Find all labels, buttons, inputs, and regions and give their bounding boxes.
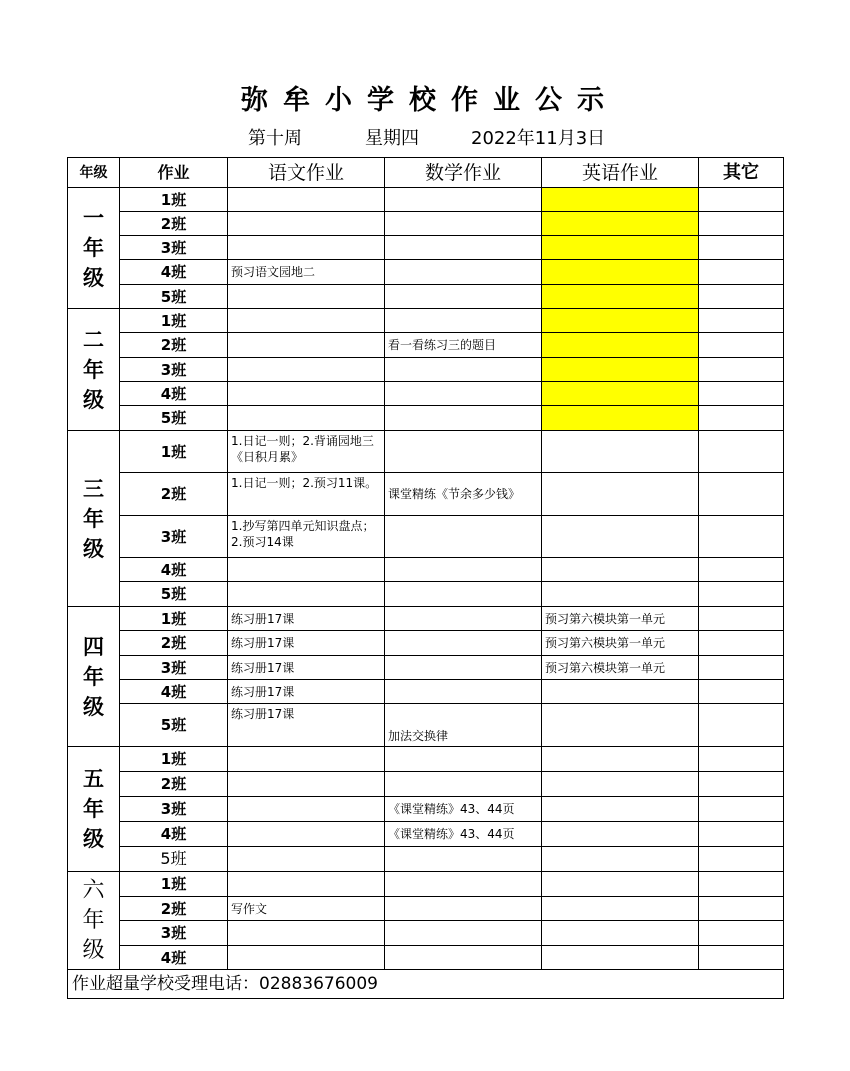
chinese-cell — [228, 847, 385, 872]
math-cell — [385, 285, 542, 309]
english-cell — [542, 309, 699, 333]
class-label: 1班 — [120, 872, 228, 897]
other-cell — [699, 822, 784, 847]
table-row — [68, 260, 784, 285]
other-cell — [699, 285, 784, 309]
weekday-label: 星期四 — [365, 128, 419, 149]
table-row — [68, 309, 784, 333]
header-chinese: 语文作业 — [228, 158, 385, 188]
table-row — [68, 188, 784, 212]
math-cell: 《课堂精练》43、44页 — [385, 797, 542, 822]
class-label: 2班 — [120, 473, 228, 516]
class-label: 3班 — [120, 358, 228, 382]
other-cell — [699, 382, 784, 406]
class-label: 2班 — [120, 631, 228, 656]
chinese-cell — [228, 921, 385, 946]
chinese-cell — [228, 946, 385, 970]
table-row — [68, 382, 784, 406]
chinese-cell: 1.日记一则；2.预习11课。 — [228, 473, 385, 516]
other-cell — [699, 358, 784, 382]
date-label: 2022年11月3日 — [471, 128, 606, 149]
other-cell — [699, 582, 784, 607]
math-cell — [385, 212, 542, 236]
table-row — [68, 285, 784, 309]
table-row — [68, 236, 784, 260]
table-row — [68, 946, 784, 970]
class-label: 5班 — [120, 704, 228, 747]
math-cell: 看一看练习三的题目 — [385, 333, 542, 358]
table-row — [68, 212, 784, 236]
table-row — [68, 516, 784, 558]
english-cell — [542, 772, 699, 797]
english-cell — [542, 847, 699, 872]
other-cell — [699, 188, 784, 212]
class-label: 5班 — [120, 582, 228, 607]
chinese-cell: 1.抄写第四单元知识盘点；2.预习14课 — [228, 516, 385, 558]
math-cell — [385, 516, 542, 558]
class-label: 1班 — [120, 309, 228, 333]
chinese-cell — [228, 797, 385, 822]
class-label: 4班 — [120, 822, 228, 847]
chinese-cell — [228, 582, 385, 607]
table-row — [68, 406, 784, 431]
class-label: 2班 — [120, 333, 228, 358]
class-label: 5班 — [120, 406, 228, 431]
class-label: 1班 — [120, 747, 228, 772]
class-label: 2班 — [120, 212, 228, 236]
math-cell — [385, 406, 542, 431]
math-cell — [385, 236, 542, 260]
class-label: 4班 — [120, 946, 228, 970]
other-cell — [699, 680, 784, 704]
table-row — [68, 872, 784, 897]
math-cell — [385, 607, 542, 631]
other-cell — [699, 772, 784, 797]
chinese-cell: 练习册17课 — [228, 656, 385, 680]
math-cell — [385, 872, 542, 897]
math-cell: 加法交换律 — [385, 704, 542, 747]
chinese-cell — [228, 406, 385, 431]
math-cell — [385, 897, 542, 921]
english-cell: 预习第六模块第一单元 — [542, 631, 699, 656]
english-cell: 预习第六模块第一单元 — [542, 656, 699, 680]
table-row — [68, 847, 784, 872]
table-row — [68, 358, 784, 382]
english-cell — [542, 260, 699, 285]
class-label: 3班 — [120, 516, 228, 558]
other-cell — [699, 333, 784, 358]
math-cell — [385, 772, 542, 797]
math-cell — [385, 656, 542, 680]
english-cell — [542, 897, 699, 921]
other-cell — [699, 431, 784, 473]
english-cell — [542, 333, 699, 358]
other-cell — [699, 847, 784, 872]
english-cell — [542, 188, 699, 212]
chinese-cell — [228, 309, 385, 333]
math-cell — [385, 921, 542, 946]
class-label: 3班 — [120, 656, 228, 680]
grade-label: 六 年 级 — [68, 872, 120, 970]
class-label: 3班 — [120, 797, 228, 822]
math-cell — [385, 747, 542, 772]
week-label: 第十周 — [248, 128, 302, 149]
class-label: 4班 — [120, 558, 228, 582]
class-label: 4班 — [120, 680, 228, 704]
table-row — [68, 680, 784, 704]
english-cell — [542, 797, 699, 822]
chinese-cell — [228, 558, 385, 582]
grade-label: 五 年 级 — [68, 747, 120, 872]
chinese-cell — [228, 333, 385, 358]
math-cell — [385, 358, 542, 382]
grade-label: 二 年 级 — [68, 309, 120, 431]
english-cell — [542, 516, 699, 558]
math-cell — [385, 582, 542, 607]
chinese-cell — [228, 382, 385, 406]
class-label: 5班 — [120, 847, 228, 872]
table-row — [68, 772, 784, 797]
other-cell — [699, 406, 784, 431]
chinese-cell — [228, 188, 385, 212]
table-row — [68, 897, 784, 921]
other-cell — [699, 656, 784, 680]
math-cell — [385, 188, 542, 212]
table-row — [68, 582, 784, 607]
math-cell — [385, 309, 542, 333]
table-row — [68, 921, 784, 946]
english-cell — [542, 236, 699, 260]
chinese-cell: 练习册17课 — [228, 631, 385, 656]
class-label: 5班 — [120, 285, 228, 309]
math-cell — [385, 680, 542, 704]
english-cell — [542, 285, 699, 309]
table-row — [68, 473, 784, 516]
table-row — [68, 607, 784, 631]
other-cell — [699, 309, 784, 333]
other-cell — [699, 260, 784, 285]
table-row — [68, 631, 784, 656]
other-cell — [699, 558, 784, 582]
class-label: 1班 — [120, 431, 228, 473]
english-cell — [542, 872, 699, 897]
math-cell — [385, 382, 542, 406]
english-cell — [542, 747, 699, 772]
page-title: 弥牟小学校作业公示 — [241, 85, 619, 116]
table-row — [68, 558, 784, 582]
math-cell: 《课堂精练》43、44页 — [385, 822, 542, 847]
english-cell — [542, 822, 699, 847]
class-label: 4班 — [120, 382, 228, 406]
math-cell — [385, 558, 542, 582]
english-cell — [542, 582, 699, 607]
header-homework: 作业 — [120, 158, 228, 188]
header-english: 英语作业 — [542, 158, 699, 188]
class-label: 2班 — [120, 772, 228, 797]
other-cell — [699, 946, 784, 970]
other-cell — [699, 747, 784, 772]
english-cell — [542, 704, 699, 747]
other-cell — [699, 872, 784, 897]
header-other: 其它 — [699, 158, 784, 188]
class-label: 4班 — [120, 260, 228, 285]
other-cell — [699, 897, 784, 921]
class-label: 1班 — [120, 188, 228, 212]
english-cell — [542, 558, 699, 582]
english-cell — [542, 680, 699, 704]
math-cell — [385, 431, 542, 473]
math-cell — [385, 631, 542, 656]
chinese-cell: 练习册17课 — [228, 607, 385, 631]
english-cell — [542, 946, 699, 970]
other-cell — [699, 212, 784, 236]
chinese-cell — [228, 872, 385, 897]
math-cell — [385, 847, 542, 872]
table-row — [68, 333, 784, 358]
other-cell — [699, 797, 784, 822]
chinese-cell: 练习册17课 — [228, 680, 385, 704]
chinese-cell — [228, 772, 385, 797]
chinese-cell: 写作文 — [228, 897, 385, 921]
header-grade: 年级 — [68, 158, 120, 188]
chinese-cell: 预习语文园地二 — [228, 260, 385, 285]
chinese-cell — [228, 236, 385, 260]
complaint-hotline: 作业超量学校受理电话：02883676009 — [68, 970, 784, 999]
header-math: 数学作业 — [385, 158, 542, 188]
class-label: 1班 — [120, 607, 228, 631]
chinese-cell: 1.日记一则；2.背诵园地三《日积月累》 — [228, 431, 385, 473]
homework-table — [67, 157, 784, 999]
header-row — [68, 158, 784, 188]
math-cell — [385, 260, 542, 285]
english-cell — [542, 358, 699, 382]
english-cell: 预习第六模块第一单元 — [542, 607, 699, 631]
grade-label: 三 年 级 — [68, 431, 120, 607]
chinese-cell — [228, 212, 385, 236]
table-row — [68, 704, 784, 747]
english-cell — [542, 431, 699, 473]
english-cell — [542, 473, 699, 516]
other-cell — [699, 607, 784, 631]
other-cell — [699, 236, 784, 260]
table-row — [68, 431, 784, 473]
math-cell: 课堂精练《节余多少钱》 — [385, 473, 542, 516]
class-label: 3班 — [120, 236, 228, 260]
other-cell — [699, 631, 784, 656]
math-cell — [385, 946, 542, 970]
grade-label: 四 年 级 — [68, 607, 120, 747]
chinese-cell — [228, 822, 385, 847]
table-row — [68, 656, 784, 680]
chinese-cell — [228, 358, 385, 382]
other-cell — [699, 516, 784, 558]
english-cell — [542, 212, 699, 236]
table-row — [68, 747, 784, 772]
class-label: 3班 — [120, 921, 228, 946]
other-cell — [699, 473, 784, 516]
english-cell — [542, 382, 699, 406]
table-row — [68, 822, 784, 847]
table-row — [68, 797, 784, 822]
english-cell — [542, 406, 699, 431]
other-cell — [699, 704, 784, 747]
chinese-cell — [228, 747, 385, 772]
grade-label: 一 年 级 — [68, 188, 120, 309]
english-cell — [542, 921, 699, 946]
chinese-cell — [228, 285, 385, 309]
chinese-cell: 练习册17课 — [228, 704, 385, 747]
class-label: 2班 — [120, 897, 228, 921]
other-cell — [699, 921, 784, 946]
footer-row — [68, 970, 784, 999]
